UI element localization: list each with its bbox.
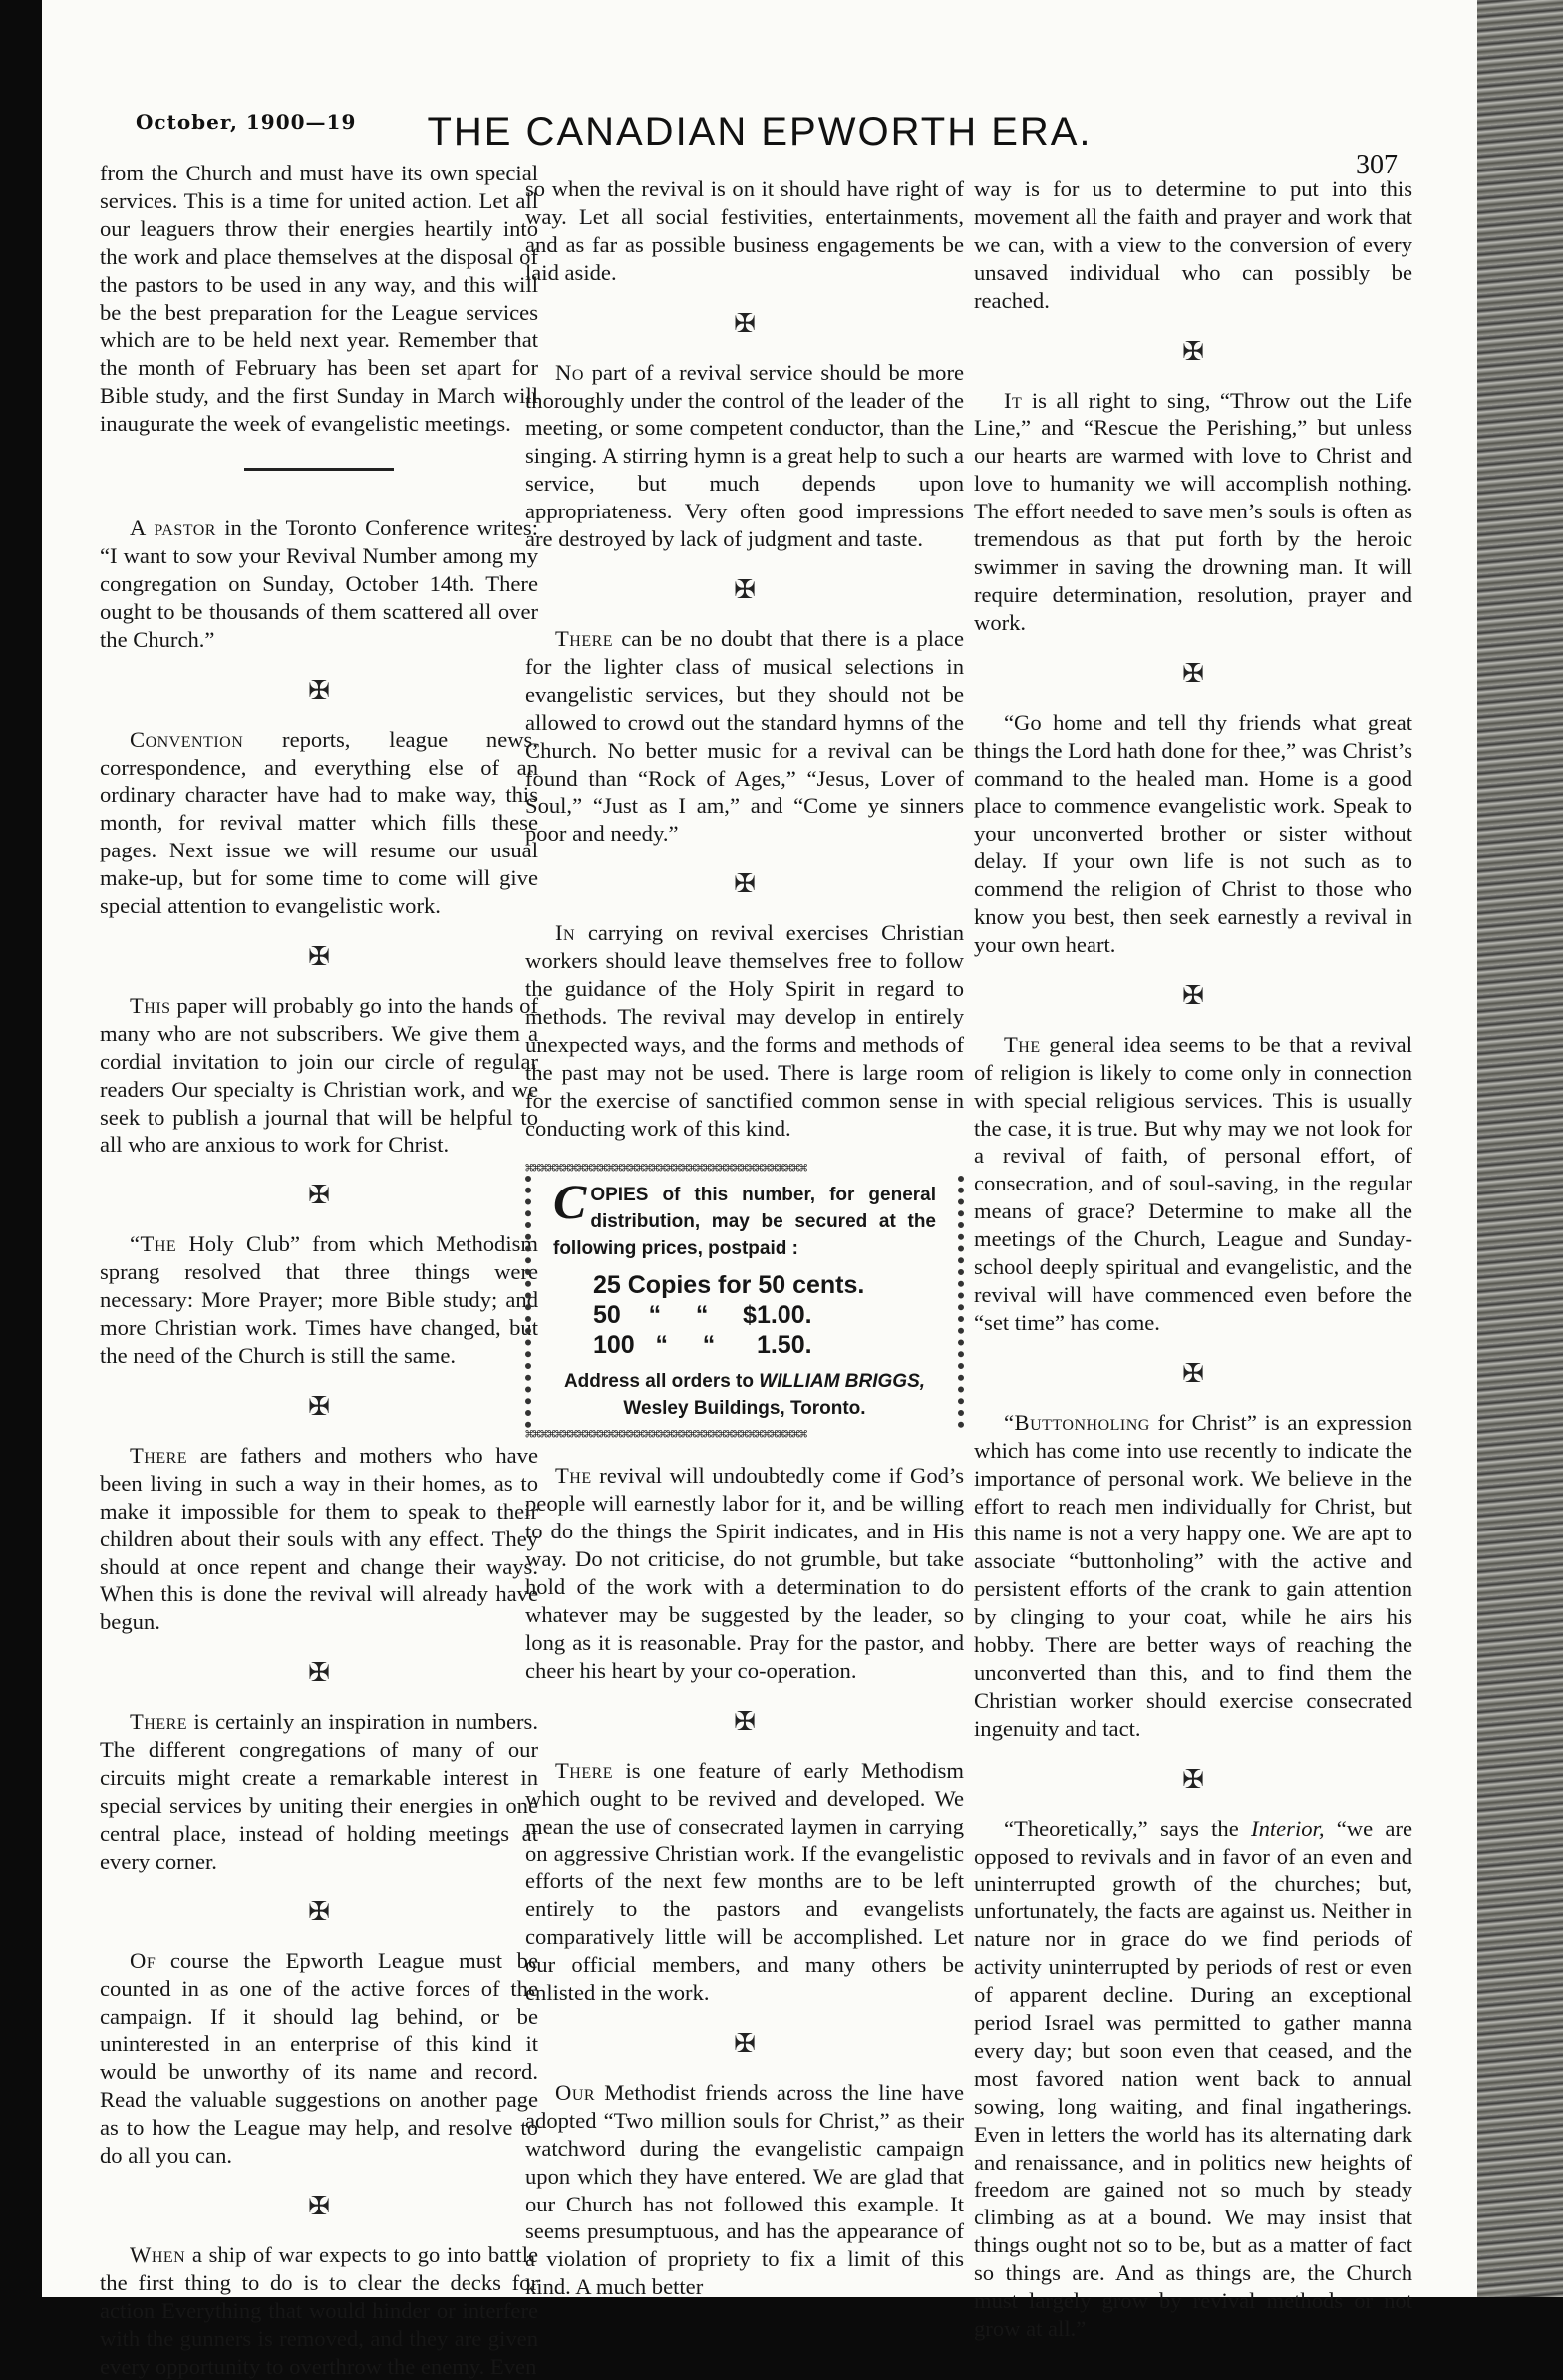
maltese-cross-icon: ✠: [734, 2028, 756, 2059]
price-row: 25 Copies for 50 cents.: [593, 1271, 865, 1300]
maltese-cross-icon: ✠: [308, 1658, 330, 1689]
paragraph: When a ship of war expects to go into battle the first thing to do is to clear the decks for action Everything that would hinder or interfere with the gunners is removed, and they are given every opportunity to overthrow the enemy. Even: [100, 2241, 538, 2379]
maltese-cross-icon: ✠: [308, 1896, 330, 1927]
notice-border-bottom: ⌘⌘⌘⌘⌘⌘⌘⌘⌘⌘⌘⌘⌘⌘⌘⌘⌘⌘⌘⌘⌘⌘⌘⌘⌘⌘⌘⌘⌘⌘⌘⌘⌘⌘⌘⌘⌘⌘: [525, 1427, 807, 1444]
maltese-cross-icon: ✠: [1182, 1764, 1204, 1795]
paragraph: from the Church and must have its own special services. This is a time for united action. Let all our leaguers throw their energies heartily into the work and place themselves at the disposal of the pastors to be used in any way, and this will be the best preparation for the League services which are to be held next year. Remember that the month of February has been set apart for Bible study, and the first Sunday in March will inaugurate the week of evangelistic meetings.: [100, 161, 538, 437]
maltese-cross-icon: ✠: [308, 675, 330, 706]
notice-address: Address all orders to WILLIAM BRIGGS,: [563, 1371, 926, 1393]
column-right: [974, 175, 1412, 2343]
notice-border-top: ⌘⌘⌘⌘⌘⌘⌘⌘⌘⌘⌘⌘⌘⌘⌘⌘⌘⌘⌘⌘⌘⌘⌘⌘⌘⌘⌘⌘⌘⌘⌘⌘⌘⌘⌘⌘⌘⌘: [525, 1161, 807, 1178]
maltese-cross-icon: ✠: [1182, 658, 1204, 689]
maltese-cross-icon: ✠: [734, 1706, 756, 1737]
maltese-cross-icon: ✠: [734, 308, 756, 339]
notice-body: [525, 1176, 964, 1428]
maltese-cross-icon: ✠: [734, 574, 756, 605]
masthead: THE CANADIAN EPWORTH ERA.: [427, 110, 1093, 154]
issue-date: October, 1900—19: [136, 110, 357, 134]
divider-rule: [244, 468, 394, 471]
copies-notice-box: [525, 1162, 964, 1442]
price-list: [593, 1270, 936, 1360]
paragraph: No part of a revival service should be more thoroughly under the control of the leader of the meeting, or some competent conductor, than the singing. A stirring hymn is a great help to such a service, but much depends upon appropriateness. Very often good impressions are destroyed by lack of judgment and taste.: [525, 359, 964, 552]
column-left: [100, 160, 538, 2380]
maltese-cross-icon: ✠: [308, 1391, 330, 1422]
paragraph: There is certainly an inspiration in numbers. The different congregations of many of our circuits might create a remarkable interest in special services by uniting their energies in one central place, instead of holding meetings at every corner.: [100, 1709, 538, 1873]
notice-dropcap: C: [553, 1174, 587, 1230]
paragraph: “Go home and tell thy friends what great things the Lord hath done for thee,” was Christ’s command to the healed man. Home is a good place to commence evangelistic work. Speak to your unconverted brother or sister without delay. If your own life is not such as to commend the religion of Christ to those who know you best, then seek earnestly a revival in your own heart.: [974, 709, 1412, 957]
book-binding-edge: [1477, 0, 1563, 2297]
paragraph: This paper will probably go into the hands of many who are not subscribers. We give them a cordial invitation to join our circle of regular readers Our specialty is Christian work, and we seek to publish a journal that will be helpful to all who are anxious to work for Christ.: [100, 992, 538, 1158]
notice-address-line2: Wesley Buildings, Toronto.: [623, 1398, 866, 1420]
maltese-cross-icon: ✠: [308, 2191, 330, 2221]
paragraph: There can be no doubt that there is a place for the lighter class of musical selections in evangelistic services, but they should not be allowed to crowd out the standard hymns of the Church. No better music for a revival can be found than “Rock of Ages,” “Jesus, Lover of Soul,” “Just as I am,” and “Come ye sinners poor and needy.”: [525, 625, 964, 847]
maltese-cross-icon: ✠: [1182, 1358, 1204, 1389]
maltese-cross-icon: ✠: [308, 1181, 330, 1211]
notice-intro: COPIES of this number, for general distribution, may be secured at the following prices, postpaid :: [553, 1174, 936, 1260]
paragraph: “Buttonholing for Christ” is an expression which has come into use recently to indicate the importance of personal work. We believe in the effort to reach men individually for Christ, but this name is not a very happy one. We are apt to associate “buttonholing” with the active and persistent efforts of the crank to gain attention by clinging to your coat, while he airs his hobby. There are better ways of reaching the unconverted than this, and to find them the Christian worker should exercise consecrated ingenuity and tact.: [974, 1409, 1412, 1741]
page-number: 307: [1356, 150, 1398, 180]
paragraph: “The Holy Club” from which Methodism sprang resolved that three things were necessary: More Prayer; more Bible study; and more Christian work. Times have changed, but the need of the Church is still the same.: [100, 1231, 538, 1368]
price-row: 100 “ “ 1.50.: [593, 1331, 812, 1360]
paragraph: way is for us to determine to put into this movement all the faith and prayer and work that we can, with a view to the conversion of every unsaved individual who can possibly be reached.: [974, 176, 1412, 313]
maltese-cross-icon: ✠: [1182, 336, 1204, 367]
paragraph: Our Methodist friends across the line have adopted “Two million souls for Christ,” as their watchword during the evangelistic campaign upon which they have entered. We are glad that our Church has not followed this example. It seems presumptuous, and has the appearance of a violation of propriety to fix a limit of this kind. A much better: [525, 2079, 964, 2300]
page-header: [102, 100, 1417, 180]
newspaper-page: [42, 0, 1477, 2379]
paragraph: A pastor in the Toronto Conference writes: “I want to sow your Revival Number among my congregation on Sunday, October 14th. There ought to be thousands of them scattered all over the Church.”: [100, 515, 538, 652]
maltese-cross-icon: ✠: [1182, 980, 1204, 1011]
paragraph: The general idea seems to be that a revival of religion is likely to come only in connection with special religious services. This is usually the case, it is true. But why may we not look for a revival of faith, of personal effort, of consecration, and of soul-saving, in the regular means of grace? Determine to make all the meetings of the Church, League and Sunday-school deeply spiritual and evangelistic, and the revival will have commenced even before the “set time” has come.: [974, 1031, 1412, 1335]
paragraph: There is one feature of early Methodism which ought to be revived and developed. We mean the use of consecrated laymen in carrying on aggressive Christian work. If the evangelistic efforts of the next few months are to be left entirely to the pastors and evangelists comparatively little will be accomplished. Let our official members, and many others be enlisted in the work.: [525, 1757, 964, 2005]
paragraph: It is all right to sing, “Throw out the Life Line,” and “Rescue the Perishing,” but unless our hearts are warmed with love to Christ and love to humanity we will accomplish nothing. The effort needed to save men’s souls is often as tremendous as that put forth by the heroic swimmer in saving the drowning man. It will require determination, resolution, prayer and work.: [974, 387, 1412, 635]
paragraph: Of course the Epworth League must be counted in as one of the active forces of the campaign. If it should lag behind, or be uninterested in an enterprise of this kind it would be unworthy of its name and record. Read the valuable suggestions on another page as to how the League may help, and resolve to do all you can.: [100, 1947, 538, 2169]
paragraph: “Theoretically,” says the Interior, “we are opposed to revivals and in favor of an even and uninterrupted growth of the churches; but, unfortunately, the facts are against us. Neither in nature nor in grace do we find periods of activity uninterrupted by periods of rest or even of apparent decline. During an exceptional period Israel was permitted to gather manna every day; but soon even that ceased, and the most favored nation went back to annual sowing, long waiting, and final ingatherings. Even in letters the world has its alternating dark and renaissance, and in politics new heights of freedom are gained not so much by steady climbing as at a bound. We may insist that things ought not so to be, but as a matter of fact so things are. And as things are, the Church must largely grow by revival methods or not grow at all.”: [974, 1815, 1413, 2341]
price-row: 50 “ “ $1.00.: [593, 1301, 812, 1330]
paragraph: There are fathers and mothers who have been living in such a way in their homes, as to make it impossible for them to speak to their children about their souls with any effect. They should at once repent and change their ways. When this is done the revival will already have begun.: [100, 1442, 538, 1635]
paragraph: Convention reports, league news, correspondence, and everything else of an ordinary character have had to make way, this month, for revival matter which fills these pages. Next issue we will resume our usual make-up, but for some time to come will give special attention to evangelistic work.: [100, 726, 538, 919]
maltese-cross-icon: ✠: [734, 869, 756, 900]
column-middle: [525, 175, 964, 2301]
paragraph: In carrying on revival exercises Christian workers should leave themselves free to follow the guidance of the Holy Spirit in regard to methods. The revival may develop in entirely unexpected ways, and the forms and methods of the past may not be used. There is large room for the exercise of sanctified common sense in conducting work of this kind.: [525, 920, 964, 1141]
paragraph: so when the revival is on it should have right of way. Let all social festivities, entertainments, and as far as possible business engagements be laid aside.: [525, 176, 964, 285]
paragraph: The revival will undoubtedly come if God’s people will earnestly labor for it, and be willing to do the things the Spirit indicates, and in His way. Do not criticise, do not grumble, but take hold of the work with a determination to do whatever may be suggested by the leader, so long as it is reasonable. Pray for the pastor, and cheer his heart by your co-operation.: [525, 1463, 964, 1683]
maltese-cross-icon: ✠: [308, 941, 330, 972]
